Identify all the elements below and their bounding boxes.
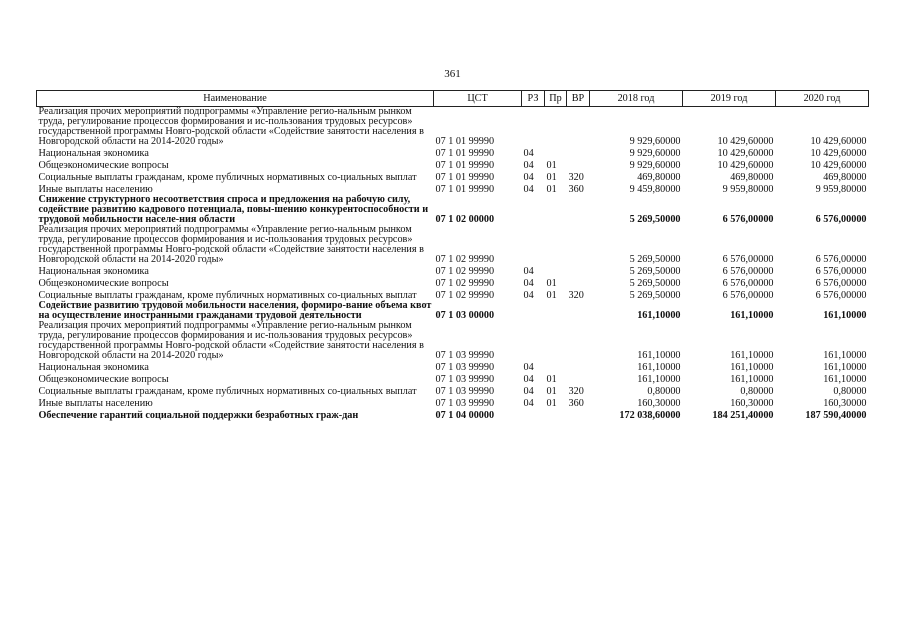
cell-vr [567,409,590,421]
table-row [37,277,869,289]
cell-2018: 9 929,60000 [629,148,681,159]
cell-vr [567,147,590,159]
cell-2018: 161,10000 [637,310,681,321]
cell-rz: 04 [523,278,534,289]
cell-vr [567,361,590,373]
cell-pr [545,147,567,159]
cell-pr [545,361,567,373]
page-number: 361 [444,68,461,80]
cell-2019: 10 429,60000 [717,136,774,147]
cell-2019: 9 959,80000 [722,184,774,195]
cell-2018: 5 269,50000 [629,214,681,225]
table-row [37,385,869,397]
cell-2020: 9 959,80000 [815,184,867,195]
cell-name: Реализация прочих мероприятий подпрограммы «Управление регио-нальным рынком труда, регулирование процессов формирования и ис-пользования трудовых ресурсов» государственной программы Новго-родской области «Содействие занятости населения в Новгородской области на 2014-2020 годы» [38,106,424,147]
table-header-row [37,91,869,107]
cell-cst: 07 1 01 99990 [435,136,495,147]
cell-name: Содействие развитию трудовой мобильности населения, формиро-вание объема квот на осуществление иностранными гражданами трудовой деятельности [38,300,432,321]
budget-table [36,90,869,421]
cell-2019: 161,10000 [730,310,774,321]
cell-rz: 04 [523,184,534,195]
cell-vr [567,159,590,171]
cell-vr [567,225,590,265]
cell-2018: 172 038,60000 [619,410,681,421]
table-row [37,361,869,373]
cell-rz: 04 [523,172,534,183]
cell-pr [545,265,567,277]
table-row [37,159,869,171]
cell-cst: 07 1 04 00000 [435,410,495,421]
cell-vr [567,107,590,148]
cell-name: Общеэкономические вопросы [38,160,169,171]
cell-cst: 07 1 03 99990 [435,350,495,361]
cell-pr: 01 [546,386,557,397]
cell-name: Национальная экономика [38,148,149,159]
cell-pr [545,301,567,321]
cell-rz: 04 [523,266,534,277]
table-row [37,147,869,159]
cell-vr [567,277,590,289]
cell-pr [545,321,567,361]
cell-name: Снижение структурного несоответствия спроса и предложения на рабочую силу, содействие развитию кадрового потенциала, повы-шению конкурентоспособности и трудовой мобильности населе-ния области [38,194,429,225]
cell-2018: 0,80000 [647,386,681,397]
cell-pr [545,195,567,225]
table-row [37,409,869,421]
cell-2019: 160,30000 [730,398,774,409]
cell-vr [567,195,590,225]
cell-2018: 9 459,80000 [629,184,681,195]
cell-2019: 6 576,00000 [722,290,774,301]
cell-2020: 10 429,60000 [810,148,867,159]
cell-2020: 6 576,00000 [815,266,867,277]
cell-2018: 5 269,50000 [629,266,681,277]
cell-pr: 01 [546,160,557,171]
cell-cst: 07 1 02 99990 [435,278,495,289]
cell-rz: 04 [523,160,534,171]
header-2019: 2019 год [683,91,776,107]
table-row [37,225,869,265]
header-pr: Пр [545,91,567,107]
cell-2019: 6 576,00000 [722,278,774,289]
table-row [37,195,869,225]
cell-2019: 6 576,00000 [722,214,774,225]
cell-2019: 161,10000 [730,362,774,373]
header-rz: РЗ [522,91,545,107]
cell-vr: 320 [568,386,584,397]
cell-name: Социальные выплаты гражданам, кроме публичных нормативных со-циальных выплат [38,290,417,301]
cell-pr: 01 [546,278,557,289]
cell-rz [522,195,545,225]
cell-2020: 0,80000 [833,386,867,397]
cell-cst: 07 1 03 99990 [435,398,495,409]
cell-rz: 04 [523,398,534,409]
cell-rz: 04 [523,362,534,373]
cell-rz [522,409,545,421]
cell-cst: 07 1 03 00000 [435,310,495,321]
cell-2020: 6 576,00000 [815,254,867,265]
cell-pr [545,107,567,148]
cell-vr [567,265,590,277]
cell-rz [522,321,545,361]
cell-2020: 6 576,00000 [815,290,867,301]
cell-cst: 07 1 02 99990 [435,254,495,265]
cell-2020: 161,10000 [823,374,867,385]
cell-2020: 6 576,00000 [815,214,867,225]
cell-name: Иные выплаты населению [38,184,153,195]
table-row [37,107,869,148]
cell-vr: 360 [568,398,584,409]
cell-rz [522,225,545,265]
cell-rz: 04 [523,290,534,301]
table-row [37,321,869,361]
cell-2020: 187 590,40000 [805,410,867,421]
cell-2018: 161,10000 [637,374,681,385]
cell-pr: 01 [546,184,557,195]
cell-rz [522,301,545,321]
cell-cst: 07 1 01 99990 [435,172,495,183]
cell-2019: 184 251,40000 [712,410,774,421]
table-row [37,373,869,385]
cell-2018: 161,10000 [637,362,681,373]
cell-2018: 160,30000 [637,398,681,409]
header-vr: ВР [567,91,590,107]
cell-cst: 07 1 03 99990 [435,362,495,373]
cell-2018: 9 929,60000 [629,136,681,147]
cell-2019: 161,10000 [730,374,774,385]
cell-rz: 04 [523,148,534,159]
cell-name: Общеэкономические вопросы [38,374,169,385]
cell-2018: 9 929,60000 [629,160,681,171]
cell-2020: 6 576,00000 [815,278,867,289]
cell-pr: 01 [546,290,557,301]
cell-2020: 161,10000 [823,350,867,361]
cell-cst: 07 1 01 99990 [435,184,495,195]
cell-2019: 6 576,00000 [722,254,774,265]
cell-name: Обеспечение гарантий социальной поддержки безработных граж-дан [38,410,359,421]
cell-vr: 360 [568,184,584,195]
cell-2019: 161,10000 [730,350,774,361]
cell-cst: 07 1 02 00000 [435,214,495,225]
cell-name: Общеэкономические вопросы [38,278,169,289]
table-row [37,397,869,409]
header-cst: ЦСТ [434,91,522,107]
cell-2019: 469,80000 [730,172,774,183]
table-body [37,107,869,422]
header-2020: 2020 год [776,91,869,107]
cell-pr [545,225,567,265]
cell-vr: 320 [568,290,584,301]
cell-2018: 469,80000 [637,172,681,183]
table-row [37,265,869,277]
cell-pr [545,409,567,421]
cell-2020: 10 429,60000 [810,136,867,147]
cell-vr [567,301,590,321]
cell-cst: 07 1 03 99990 [435,374,495,385]
cell-2018: 161,10000 [637,350,681,361]
table-row [37,301,869,321]
cell-2019: 0,80000 [740,386,774,397]
cell-rz: 04 [523,386,534,397]
cell-name: Социальные выплаты гражданам, кроме публичных нормативных со-циальных выплат [38,386,417,397]
cell-pr: 01 [546,398,557,409]
cell-name: Социальные выплаты гражданам, кроме публичных нормативных со-циальных выплат [38,172,417,183]
cell-2020: 161,10000 [823,310,867,321]
cell-vr: 320 [568,172,584,183]
cell-name: Национальная экономика [38,266,149,277]
table-row [37,171,869,183]
header-name: Наименование [37,91,434,107]
cell-2019: 10 429,60000 [717,148,774,159]
cell-2019: 6 576,00000 [722,266,774,277]
cell-name: Реализация прочих мероприятий подпрограммы «Управление регио-нальным рынком труда, регулирование процессов формирования и ис-пользования трудовых ресурсов» государственной программы Новго-родской области «Содействие занятости населения в Новгородской области на 2014-2020 годы» [38,224,424,265]
cell-2020: 469,80000 [823,172,867,183]
cell-2020: 160,30000 [823,398,867,409]
cell-cst: 07 1 03 99990 [435,386,495,397]
cell-cst: 07 1 01 99990 [435,160,495,171]
cell-rz: 04 [523,374,534,385]
cell-name: Иные выплаты населению [38,398,153,409]
cell-pr: 01 [546,374,557,385]
cell-2020: 161,10000 [823,362,867,373]
header-2018: 2018 год [590,91,683,107]
cell-pr: 01 [546,172,557,183]
cell-cst: 07 1 02 99990 [435,266,495,277]
cell-2019: 10 429,60000 [717,160,774,171]
cell-vr [567,321,590,361]
cell-2020: 10 429,60000 [810,160,867,171]
cell-name: Реализация прочих мероприятий подпрограммы «Управление регио-нальным рынком труда, регулирование процессов формирования и ис-пользования трудовых ресурсов» государственной программы Новго-родской области «Содействие занятости населения в Новгородской области на 2014-2020 годы» [38,320,424,361]
cell-cst: 07 1 02 99990 [435,290,495,301]
cell-2018: 5 269,50000 [629,278,681,289]
cell-name: Национальная экономика [38,362,149,373]
cell-cst: 07 1 01 99990 [435,148,495,159]
cell-2018: 5 269,50000 [629,254,681,265]
cell-2018: 5 269,50000 [629,290,681,301]
cell-rz [522,107,545,148]
cell-vr [567,373,590,385]
